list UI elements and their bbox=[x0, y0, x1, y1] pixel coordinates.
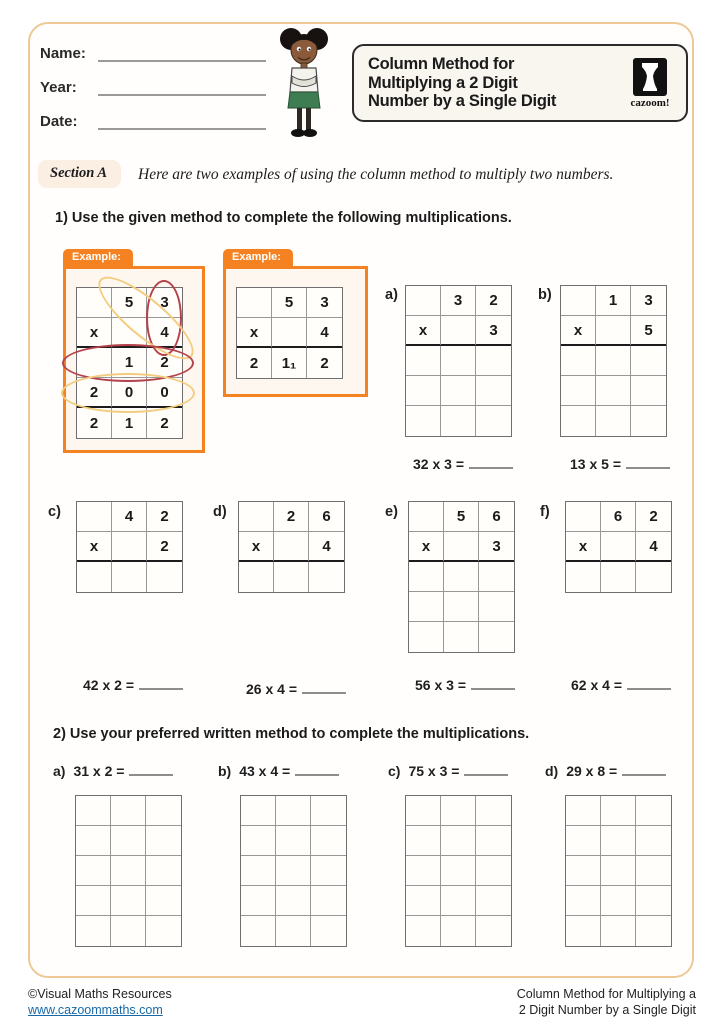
grid-cell[interactable] bbox=[561, 346, 596, 376]
grid-cell: 1 bbox=[112, 408, 147, 438]
grid-cell: 3 bbox=[631, 286, 666, 316]
problem-c-answer: 42 x 2 = bbox=[83, 677, 183, 693]
grid-cell[interactable] bbox=[476, 826, 511, 856]
answer-blank[interactable] bbox=[471, 678, 515, 690]
q2-problem-c: c) 75 x 3 = bbox=[388, 763, 508, 779]
problem-c-grid[interactable] bbox=[76, 501, 183, 593]
grid-cell: 5 bbox=[631, 316, 666, 346]
grid-cell: x bbox=[566, 532, 601, 562]
problem-d-label: d) bbox=[213, 504, 227, 520]
grid-cell[interactable] bbox=[441, 796, 476, 826]
grid-cell[interactable] bbox=[479, 562, 514, 592]
answer-blank[interactable] bbox=[129, 764, 173, 776]
example-2-tab: Example: bbox=[223, 249, 293, 266]
grid-cell[interactable] bbox=[241, 826, 276, 856]
example-1-box bbox=[63, 249, 205, 453]
grid-cell: 4 bbox=[147, 318, 182, 348]
grid-cell: 4 bbox=[112, 502, 147, 532]
problem-b-grid[interactable] bbox=[560, 285, 667, 437]
worksheet-title-box bbox=[352, 44, 688, 122]
grid-cell[interactable] bbox=[239, 562, 274, 592]
grid-cell[interactable] bbox=[601, 796, 636, 826]
grid-cell: 6 bbox=[601, 502, 636, 532]
q2-problem-b: b) 43 x 4 = bbox=[218, 763, 339, 779]
grid-cell[interactable] bbox=[441, 826, 476, 856]
example-2-box bbox=[223, 249, 368, 397]
grid-cell[interactable] bbox=[566, 886, 601, 916]
grid-cell[interactable] bbox=[441, 346, 476, 376]
example-2-grid bbox=[236, 287, 343, 379]
grid-cell[interactable] bbox=[636, 562, 671, 592]
grid-cell[interactable] bbox=[272, 318, 307, 348]
grid-cell[interactable] bbox=[112, 318, 147, 348]
answer-blank[interactable] bbox=[464, 764, 508, 776]
grid-cell[interactable] bbox=[241, 886, 276, 916]
grid-cell[interactable] bbox=[636, 796, 671, 826]
grid-cell: 3 bbox=[307, 288, 342, 318]
grid-cell[interactable] bbox=[601, 532, 636, 562]
grid-cell[interactable] bbox=[406, 406, 441, 436]
cartoon-student-illustration bbox=[272, 26, 336, 143]
grid-cell[interactable] bbox=[409, 622, 444, 652]
grid-cell[interactable] bbox=[76, 886, 111, 916]
grid-cell[interactable] bbox=[636, 826, 671, 856]
grid-cell[interactable] bbox=[444, 532, 479, 562]
problem-f-grid[interactable] bbox=[565, 501, 672, 593]
grid-cell[interactable] bbox=[566, 796, 601, 826]
grid-cell[interactable] bbox=[406, 886, 441, 916]
grid-cell: 6 bbox=[309, 502, 344, 532]
grid-cell[interactable] bbox=[309, 562, 344, 592]
grid-cell[interactable] bbox=[476, 886, 511, 916]
problem-b-label: b) bbox=[538, 287, 552, 303]
grid-cell: 4 bbox=[636, 532, 671, 562]
problem-f-label: f) bbox=[540, 504, 550, 520]
grid-cell[interactable] bbox=[409, 562, 444, 592]
grid-cell: x bbox=[239, 532, 274, 562]
grid-cell: 2 bbox=[274, 502, 309, 532]
grid-cell[interactable] bbox=[409, 502, 444, 532]
grid-cell[interactable] bbox=[476, 796, 511, 826]
answer-blank[interactable] bbox=[295, 764, 339, 776]
grid-cell[interactable] bbox=[146, 856, 181, 886]
problem-a-answer: 32 x 3 = bbox=[413, 456, 513, 472]
grid-cell: 3 bbox=[147, 288, 182, 318]
grid-cell[interactable] bbox=[441, 916, 476, 946]
grid-cell[interactable] bbox=[112, 532, 147, 562]
grid-cell[interactable] bbox=[444, 622, 479, 652]
grid-cell[interactable] bbox=[112, 562, 147, 592]
student-info-fields bbox=[40, 42, 266, 144]
problem-e-answer: 56 x 3 = bbox=[415, 677, 515, 693]
grid-cell[interactable] bbox=[406, 286, 441, 316]
grid-cell[interactable] bbox=[476, 346, 511, 376]
grid-cell[interactable] bbox=[276, 826, 311, 856]
section-a-badge: Section A bbox=[38, 160, 121, 188]
grid-cell[interactable] bbox=[601, 886, 636, 916]
answer-blank[interactable] bbox=[626, 457, 670, 469]
grid-cell: 2 bbox=[77, 378, 112, 408]
grid-cell: 2 bbox=[77, 408, 112, 438]
grid-cell[interactable] bbox=[566, 502, 601, 532]
problem-d-grid[interactable] bbox=[238, 501, 345, 593]
grid-cell[interactable] bbox=[596, 376, 631, 406]
grid-cell[interactable] bbox=[276, 916, 311, 946]
grid-cell[interactable] bbox=[636, 856, 671, 886]
problem-c-label: c) bbox=[48, 504, 61, 520]
grid-cell[interactable] bbox=[146, 886, 181, 916]
grid-cell[interactable] bbox=[561, 406, 596, 436]
grid-cell: 4 bbox=[309, 532, 344, 562]
grid-cell[interactable] bbox=[77, 348, 112, 378]
q2-work-grid-c[interactable] bbox=[405, 795, 512, 947]
grid-cell: 6 bbox=[479, 502, 514, 532]
grid-cell[interactable] bbox=[596, 346, 631, 376]
grid-cell[interactable] bbox=[566, 826, 601, 856]
grid-cell[interactable] bbox=[566, 562, 601, 592]
problem-f-answer: 62 x 4 = bbox=[571, 677, 671, 693]
grid-cell: 2 bbox=[636, 502, 671, 532]
footer-right: Column Method for Multiplying a 2 Digit Number by a Single Digit bbox=[516, 987, 696, 1018]
grid-cell[interactable] bbox=[406, 916, 441, 946]
grid-cell[interactable] bbox=[77, 562, 112, 592]
grid-cell[interactable] bbox=[111, 886, 146, 916]
grid-cell[interactable] bbox=[566, 856, 601, 886]
grid-cell: x bbox=[77, 532, 112, 562]
grid-cell[interactable] bbox=[311, 916, 346, 946]
grid-cell[interactable] bbox=[111, 916, 146, 946]
grid-cell[interactable] bbox=[479, 622, 514, 652]
grid-cell[interactable] bbox=[476, 376, 511, 406]
grid-cell[interactable] bbox=[241, 856, 276, 886]
grid-cell[interactable] bbox=[146, 796, 181, 826]
grid-cell: x bbox=[561, 316, 596, 346]
grid-cell[interactable] bbox=[441, 406, 476, 436]
grid-cell: 4 bbox=[307, 318, 342, 348]
grid-cell[interactable] bbox=[476, 406, 511, 436]
grid-cell: 2 bbox=[320, 354, 329, 372]
grid-cell: 2 bbox=[147, 532, 182, 562]
section-a-intro: Here are two examples of using the column method to multiply two numbers. bbox=[138, 166, 614, 183]
problem-a-grid[interactable] bbox=[405, 285, 512, 437]
example-1-tab: Example: bbox=[63, 249, 133, 266]
grid-cell: x bbox=[409, 532, 444, 562]
website-link[interactable]: www.cazoommaths.com bbox=[28, 1003, 163, 1018]
grid-cell[interactable] bbox=[111, 826, 146, 856]
grid-cell[interactable] bbox=[601, 826, 636, 856]
grid-cell: 2 bbox=[237, 348, 272, 378]
grid-cell[interactable] bbox=[111, 856, 146, 886]
grid-cell: 3 bbox=[479, 532, 514, 562]
grid-cell[interactable] bbox=[146, 916, 181, 946]
example-1-grid bbox=[76, 287, 183, 439]
grid-cell[interactable] bbox=[276, 856, 311, 886]
problem-b-answer: 13 x 5 = bbox=[570, 456, 670, 472]
grid-cell: 5 bbox=[272, 288, 307, 318]
footer-left bbox=[28, 986, 172, 1019]
grid-cell[interactable] bbox=[311, 826, 346, 856]
grid-cell[interactable] bbox=[406, 826, 441, 856]
grid-cell[interactable] bbox=[311, 886, 346, 916]
grid-cell: 0 bbox=[112, 378, 147, 408]
grid-cell[interactable] bbox=[441, 886, 476, 916]
date-label: Date: bbox=[40, 113, 78, 130]
name-label: Name: bbox=[40, 45, 86, 62]
grid-cell: x bbox=[406, 316, 441, 346]
cazoom-drum-icon bbox=[633, 58, 667, 96]
answer-blank[interactable] bbox=[622, 764, 666, 776]
grid-cell[interactable] bbox=[77, 288, 112, 318]
grid-cell: 1₁ bbox=[272, 348, 307, 378]
grid-cell: 2 bbox=[476, 286, 511, 316]
grid-cell[interactable] bbox=[274, 562, 309, 592]
grid-cell[interactable] bbox=[147, 562, 182, 592]
grid-cell[interactable] bbox=[596, 406, 631, 436]
grid-cell[interactable] bbox=[406, 856, 441, 886]
q2-work-grid-a[interactable] bbox=[75, 795, 182, 947]
year-input-line[interactable] bbox=[98, 80, 266, 96]
grid-cell: 5 bbox=[112, 288, 147, 318]
grid-cell[interactable] bbox=[601, 916, 636, 946]
grid-cell[interactable] bbox=[441, 376, 476, 406]
problem-e-label: e) bbox=[385, 504, 398, 520]
grid-cell[interactable] bbox=[476, 856, 511, 886]
cazoom-logo-text: cazoom! bbox=[630, 96, 670, 109]
grid-cell: 0 bbox=[147, 378, 182, 408]
worksheet-title: Column Method for Multiplying a 2 Digit Number by a Single Digit bbox=[368, 54, 557, 111]
name-input-line[interactable] bbox=[98, 46, 266, 62]
grid-cell[interactable] bbox=[76, 826, 111, 856]
grid-cell[interactable] bbox=[76, 916, 111, 946]
q2-problem-d: d) 29 x 8 = bbox=[545, 763, 666, 779]
date-input-line[interactable] bbox=[98, 114, 266, 130]
problem-e-grid[interactable] bbox=[408, 501, 515, 653]
grid-cell[interactable] bbox=[76, 796, 111, 826]
problem-a-label: a) bbox=[385, 287, 398, 303]
q2-work-grid-d[interactable] bbox=[565, 795, 672, 947]
grid-cell[interactable] bbox=[636, 916, 671, 946]
grid-cell: 1 bbox=[112, 348, 147, 378]
grid-cell[interactable] bbox=[561, 286, 596, 316]
grid-cell[interactable] bbox=[406, 346, 441, 376]
grid-cell[interactable] bbox=[441, 856, 476, 886]
grid-cell[interactable] bbox=[444, 562, 479, 592]
grid-cell[interactable] bbox=[631, 376, 666, 406]
answer-blank[interactable] bbox=[139, 678, 183, 690]
grid-cell[interactable] bbox=[476, 916, 511, 946]
answer-blank[interactable] bbox=[627, 678, 671, 690]
year-label: Year: bbox=[40, 79, 77, 96]
answer-blank[interactable] bbox=[302, 682, 346, 694]
grid-cell[interactable] bbox=[631, 346, 666, 376]
grid-cell[interactable] bbox=[274, 532, 309, 562]
grid-cell: 2 bbox=[147, 348, 182, 378]
grid-cell: 2 bbox=[147, 502, 182, 532]
answer-blank[interactable] bbox=[469, 457, 513, 469]
grid-cell[interactable] bbox=[479, 592, 514, 622]
problem-d-answer: 26 x 4 = bbox=[246, 681, 346, 697]
grid-cell[interactable] bbox=[636, 886, 671, 916]
grid-cell[interactable] bbox=[111, 796, 146, 826]
grid-cell[interactable] bbox=[596, 316, 631, 346]
grid-cell: 3 bbox=[441, 286, 476, 316]
grid-cell[interactable] bbox=[76, 856, 111, 886]
grid-cell[interactable] bbox=[237, 288, 272, 318]
grid-cell[interactable] bbox=[601, 856, 636, 886]
grid-cell[interactable] bbox=[276, 886, 311, 916]
grid-cell[interactable] bbox=[444, 592, 479, 622]
grid-cell: 3 bbox=[476, 316, 511, 346]
grid-cell[interactable] bbox=[406, 376, 441, 406]
grid-cell: 2 bbox=[160, 414, 169, 432]
grid-cell[interactable] bbox=[239, 502, 274, 532]
q2-problem-a: a) 31 x 2 = bbox=[53, 763, 173, 779]
grid-cell[interactable] bbox=[601, 562, 636, 592]
grid-cell[interactable] bbox=[311, 796, 346, 826]
grid-cell[interactable] bbox=[241, 916, 276, 946]
question-2-heading: 2) Use your preferred written method to complete the multiplications. bbox=[53, 726, 530, 742]
grid-cell[interactable] bbox=[631, 406, 666, 436]
question-1-heading: 1) Use the given method to complete the following multiplications. bbox=[55, 210, 512, 226]
q2-work-grid-b[interactable] bbox=[240, 795, 347, 947]
grid-cell[interactable] bbox=[276, 796, 311, 826]
grid-cell[interactable] bbox=[566, 916, 601, 946]
grid-cell[interactable] bbox=[561, 376, 596, 406]
grid-cell[interactable] bbox=[409, 592, 444, 622]
grid-cell[interactable] bbox=[441, 316, 476, 346]
grid-cell: 5 bbox=[444, 502, 479, 532]
copyright-text: ©Visual Maths Resources bbox=[28, 987, 172, 1001]
grid-cell[interactable] bbox=[311, 856, 346, 886]
cazoom-logo bbox=[624, 58, 676, 109]
grid-cell[interactable] bbox=[406, 796, 441, 826]
grid-cell: 1 bbox=[596, 286, 631, 316]
grid-cell[interactable] bbox=[146, 826, 181, 856]
grid-cell[interactable] bbox=[77, 502, 112, 532]
grid-cell: x bbox=[237, 318, 272, 348]
grid-cell[interactable] bbox=[241, 796, 276, 826]
grid-cell: x bbox=[77, 318, 112, 348]
